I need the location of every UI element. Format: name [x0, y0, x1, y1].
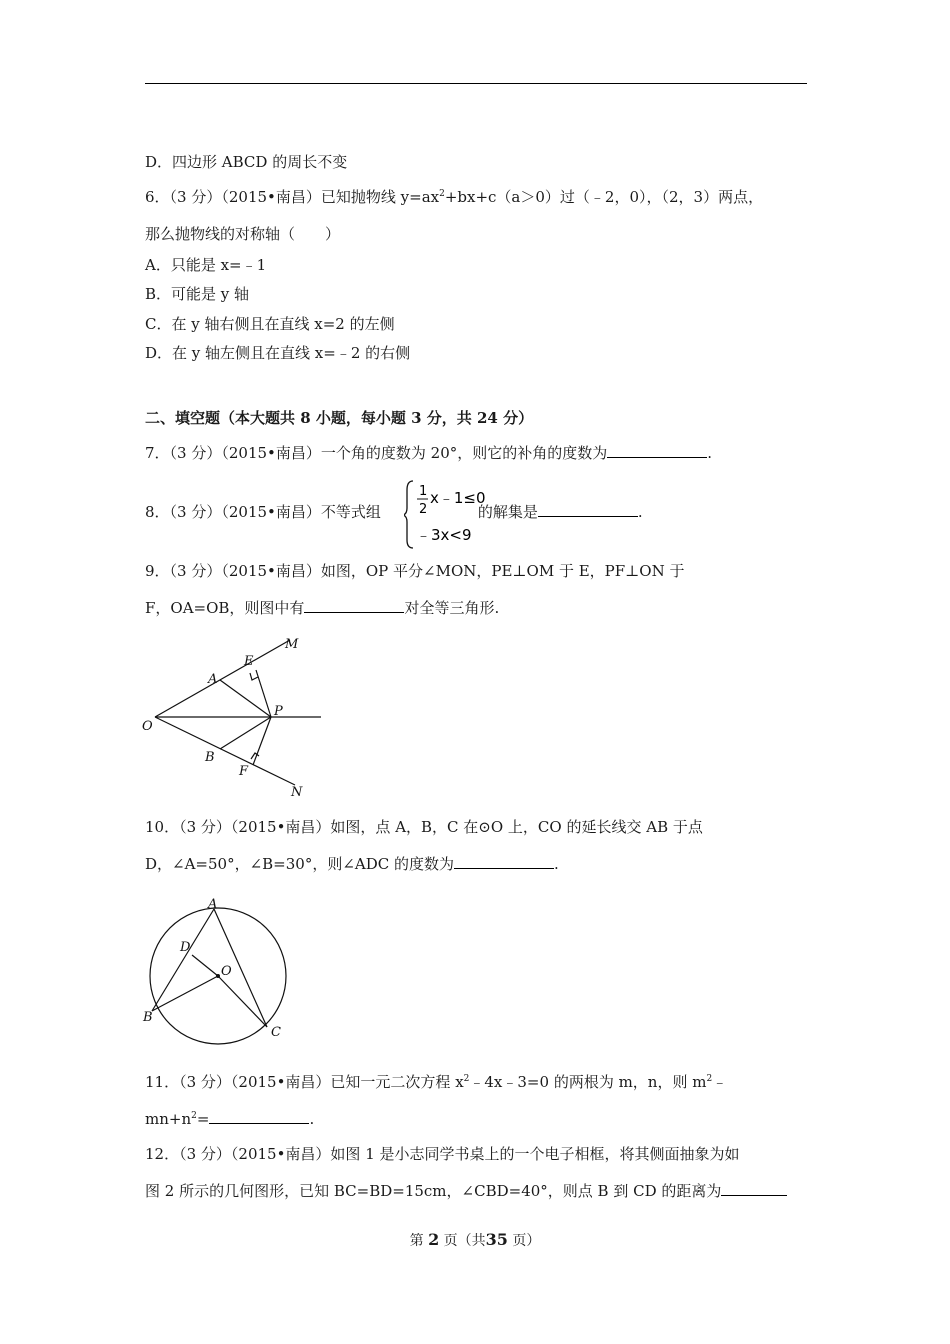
q5-option-d: D．四边形 ABCD 的周长不变 [145, 153, 348, 171]
label-f: F [239, 764, 249, 779]
page-footer: 第 2 页（共35 页） [409, 1230, 541, 1249]
q6-option-c: C．在 y 轴右侧且在直线 x=2 的左侧 [145, 315, 395, 333]
q7-answer-blank [607, 443, 707, 458]
q10-answer-blank [454, 854, 554, 869]
q9-stem-line2: F，OA=OB，则图中有 对全等三角形. [145, 599, 500, 617]
q6-option-d: D．在 y 轴左侧且在直线 x=﹣2 的右侧 [145, 344, 411, 362]
q12-stem: 12．（3 分）（2015•南昌）如图 1 是小志同学书桌上的一个电子相框，将其侧面抽象为如 [145, 1145, 740, 1163]
q11-stem-line2: $mn+n^2=$ . [145, 1110, 315, 1128]
label-a: A [208, 897, 218, 912]
q11-answer-blank [209, 1109, 309, 1124]
q12-stem-line2: 图 2 所示的几何图形，已知 BC=BD=15cm，∠CBD=40°，则点 B 到 CD 的距离为 [145, 1181, 787, 1201]
q7-stem: 7．（3 分）（2015•南昌）一个角的度数为 20°，则它的补角的度数为 . [145, 444, 713, 462]
label-m: M [285, 637, 299, 652]
q10-stem: 10．（3 分）（2015•南昌）如图，点 A，B，C 在⊙O 上，CO 的延长线交 AB 于点 [145, 818, 703, 836]
header-rule [145, 83, 807, 84]
eq1-rest: x﹣1≤0 [430, 489, 486, 507]
center-point [216, 974, 220, 978]
label-n: N [291, 785, 303, 800]
label-o: O [221, 964, 232, 979]
label-c: C [271, 1025, 281, 1040]
q9-answer-blank [304, 598, 404, 613]
q9-stem: 9．（3 分）（2015•南昌）如图，OP 平分∠MON，PE⊥OM 于 E，PF⊥ON 于 [145, 562, 685, 580]
q10-stem-line2: D，∠A=50°，∠B=30°，则∠ADC 的度数为 . [145, 855, 559, 873]
q8-stem: 8．（3 分）（2015•南昌）不等式组 的解集是 . [145, 503, 643, 521]
q11-stem: 11．（3 分）（2015•南昌）已知一元二次方程 $x^2﹣4x﹣3=0$ 的两根为 m，n，则 $m^2﹣$ [145, 1073, 728, 1091]
q6-stem: 6．（3 分）（2015•南昌）已知抛物线 $y=ax^2+bx+c(a>0)$过（﹣2，0），（2，3）两点， [145, 188, 764, 206]
q8-answer-blank [538, 502, 638, 517]
q6-stem-line2: 那么抛物线的对称轴（ ） [145, 225, 341, 243]
label-d: D [180, 940, 191, 955]
label-a: A [208, 672, 218, 687]
q6-option-a: A．只能是 x=﹣1 [145, 256, 267, 274]
label-e: E [244, 654, 254, 669]
label-p: P [274, 704, 283, 719]
label-b: B [205, 750, 215, 765]
q9-angle-bisector-figure [138, 630, 328, 800]
label-o: O [142, 719, 153, 734]
section-heading: 二、填空题（本大题共 8 小题，每小题 3 分，共 24 分） [145, 409, 534, 427]
q12-answer-blank [721, 1181, 787, 1196]
label-b: B [143, 1010, 153, 1025]
eq2: ﹣3x<9 [416, 526, 472, 544]
inequality-system [404, 478, 499, 550]
eq1-numerator: 1 [419, 484, 428, 499]
q6-option-b: B．可能是 y 轴 [145, 285, 250, 303]
q10-circle-figure [138, 893, 298, 1048]
eq1-denominator: 2 [419, 502, 428, 517]
